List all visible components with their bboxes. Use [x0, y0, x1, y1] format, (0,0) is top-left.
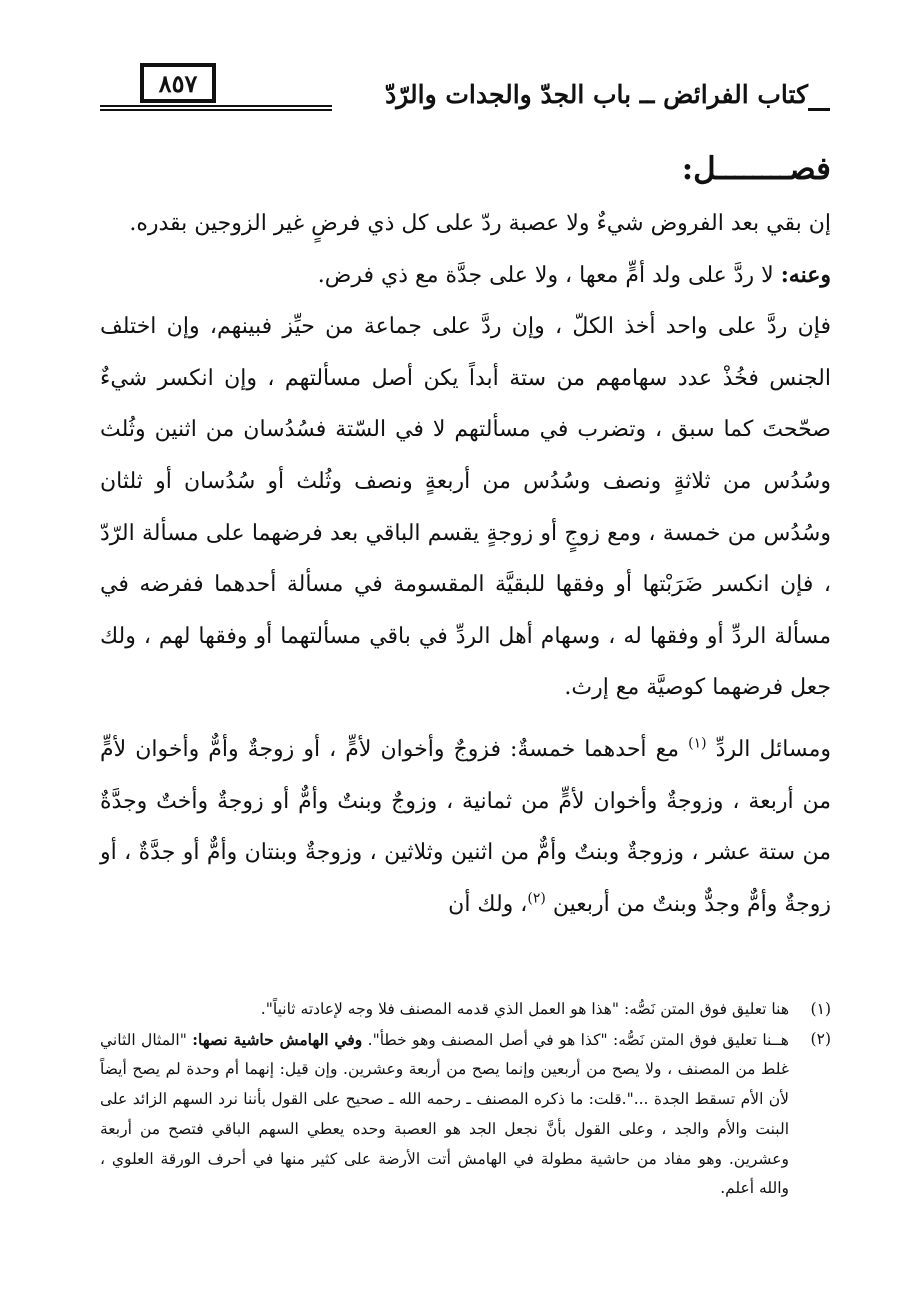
- header-title: كتاب الفرائض ــ باب الجدّ والجدات والرّدّ: [385, 80, 808, 109]
- paragraph-4-end: ، ولك أن: [448, 891, 528, 917]
- paragraph-3: فإن ردَّ على واحد أخذ الكلّ ، وإن ردَّ على جماعة من حيِّز فبينهم، وإن اختلف الجنس فخُذْ عدد سهامهم من ستة أبداً يكن أصل مسألتهم ، وإن انكسر شيءٌ صحّحتَ كما سبق ، وتضرب في مسألتهم لا في السّتة فسُدُسان من اثنين وثُلث وسُدُس من ثلاثةٍ ونصف وسُدُس من أربعةٍ ونصف وثُلث أو سُدُسان أو ثلثان وسُدُس من خمسة ، ومع زوجٍ أو زوجةٍ يقسم الباقي بعد فرضهما على مسألة الرّدّ ، فإن انكسر ضَرَبْتها أو وفقها للبقيَّة المقسومة في مسألة أحدهما ففرضه في مسألة الردِّ أو وفقها له ، وسهام أهل الردِّ في باقي مسألتهما أو وفقها لهم ، ولك جعل فرضهما كوصيَّة مع إرث.: [100, 314, 831, 701]
- footnote-text: هنا تعليق فوق المتن نَصُّه: "هذا هو العمل الذي قدمه المصنف فلا وجه لإعادته ثانياً".: [260, 1000, 789, 1018]
- paragraph-2-text: لا ردَّ على ولد أمٍّ معها ، ولا على جدَّة مع ذي فرض.: [317, 262, 781, 288]
- footnotes: [100, 995, 831, 1204]
- paragraph-gap: [100, 714, 831, 724]
- footnote-2: [100, 1025, 831, 1204]
- footnote-1: [100, 995, 831, 1025]
- page-number: ٨٥٧: [140, 63, 216, 103]
- header-double-rule: [100, 105, 332, 111]
- footnote-text: هــنا تعليق فوق المتن نَصُّه: "كذا هو في أصل المصنف وهو خطأ".: [362, 1030, 789, 1049]
- footnote-text-continued: "المثال الثاني غلط من المصنف ، ولا يصح من أربعين وإنما يصح من أربعة وعشرين. وإن قيل: إنهما أم وحدة لم يصح أيضاً لأن الأم تسقط الجدة ...".قلت: ما ذكره المصنف ـ رحمه الله ـ صحيح على القول بأننا نرد السهم الزائد على البنت والأم والجد ، وعلى القول بأنَّ نجعل الجد هو العصبة وحده يعطي السهم الباقي فتصح من أربعة وعشرين. وهو مفاد من حاشية مطولة في الهامش أتت الأرضة على كثير منها في أحرف الورقة العلوي ، والله أعلم.: [100, 1030, 789, 1198]
- paragraph-1: إن بقي بعد الفروض شيءٌ ولا عصبة ردّ على كل ذي فرضٍ غير الزوجين بقدره.: [129, 211, 831, 236]
- paragraph-2: [100, 250, 831, 302]
- footnote-bold-text: وفي الهامش حاشية نصها:: [192, 1029, 363, 1049]
- paragraph-4-start: ومسائل الردِّ: [715, 736, 831, 762]
- header-rule-end: [808, 108, 830, 111]
- footnote-number: (١): [810, 1000, 831, 1018]
- main-text: [100, 148, 831, 930]
- footnote-ref-1: (١): [688, 735, 707, 752]
- paragraph-4-middle: مع أحدهما خمسةٌ: فزوجٌ وأخوان لأمٍّ ، أو زوجةٌ وأمٌّ وأخوان لأمٍّ من أربعة ، وزوجةٌ وأخوان لأمٍّ من ثمانية ، وزوجٌ وبنتٌ وأمٌّ أو زوجةٌ وأختٌ وجدَّةٌ من ستة عشر ، وزوجةٌ وبنتٌ وأمٌّ من اثنين وثلاثين ، وزوجةٌ وبنتان وأمٌّ أو جدَّةٌ ، أو زوجةٌ وأمٌّ وجدٌّ وبنتٌ من أربعين: [100, 736, 832, 917]
- section-heading: فصــــــــل:: [681, 151, 831, 187]
- footnote-number: (٢): [810, 1029, 831, 1048]
- footnote-ref-2: (٢): [527, 890, 546, 907]
- paragraph-4: [100, 724, 831, 930]
- running-header: [100, 60, 830, 130]
- paragraph-2-lead: وعنه:: [780, 261, 831, 288]
